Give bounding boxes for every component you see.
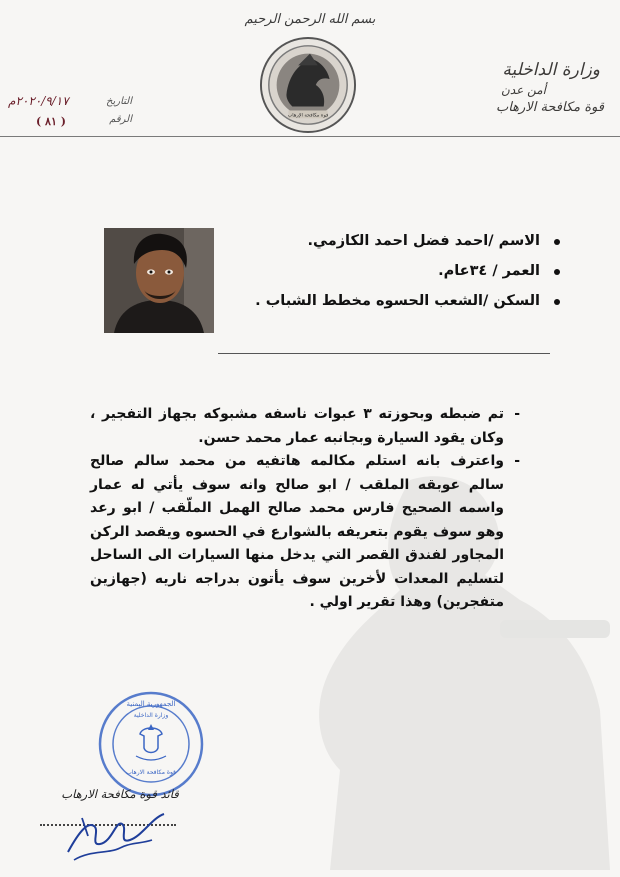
handwritten-signature	[60, 800, 170, 866]
date-label: التاريخ	[106, 96, 132, 107]
suspect-age: العمر / ٣٤عام.	[252, 260, 562, 290]
section-divider	[218, 353, 550, 354]
suspect-photo	[104, 228, 214, 333]
reference-block	[6, 96, 136, 132]
number-label: الرقم	[109, 114, 132, 125]
official-stamp	[96, 690, 206, 798]
emblem-label: فوة مكافحة الإرهاب	[287, 112, 329, 119]
stamp-unit: قوة مكافحة الارهاب	[126, 769, 176, 776]
suspect-details-list	[252, 230, 562, 320]
aden-security-name: أمن عدن	[501, 83, 546, 97]
basmala-calligraphy: بسم الله الرحمن الرحيم	[244, 12, 376, 27]
ministry-name: وزارة الداخلية	[502, 60, 600, 80]
header-divider	[0, 136, 620, 137]
counter-terrorism-emblem	[259, 36, 357, 134]
suspect-name: الاسم /احمد فضل احمد الكازمي.	[252, 230, 562, 260]
report-paragraph-2: - واعترف بانه استلم مكالمه هاتفيه من محمد سالم صالح سالم عوبقه الملقب / ابو صالح وانه سوف يأتي له عمار واسمه الصحيح فارس محمد صالح الهمل الملّقب / ابو رعد وهو سوف يقوم بتعريفه بالشوارع في الحسوه ويقصد الركن المجاور لفندق القصر التي يدخل منها السيارات الى الساحل لتسليم المعدات لأخرين سوف يأتون بدراجه ناريه (جهازين متفجرين) وهذا تقرير اولي .	[90, 450, 520, 615]
date-value: ٢٠٢٠/٩/١٧م	[8, 94, 69, 108]
ministry-block	[444, 60, 604, 115]
stamp-ministry: وزارة الداخلية	[133, 712, 169, 719]
report-body	[90, 403, 520, 615]
report-paragraph-1: - تم ضبطه وبحوزته ٣ عبوات ناسفه مشبوكه بجهاز التفجير ، وكان يقود السيارة وبجانبه عمار محمد حسن.	[90, 403, 520, 450]
unit-name: قوة مكافحة الارهاب	[495, 100, 604, 115]
signer-title: قائد قوة مكافحة الارهاب	[61, 787, 179, 801]
stamp-country: الجمهورية اليمنية	[126, 700, 176, 708]
suspect-residence: السكن /الشعب الحسوه مخطط الشباب .	[252, 290, 562, 320]
number-value: ( ٨١ )	[36, 115, 66, 128]
